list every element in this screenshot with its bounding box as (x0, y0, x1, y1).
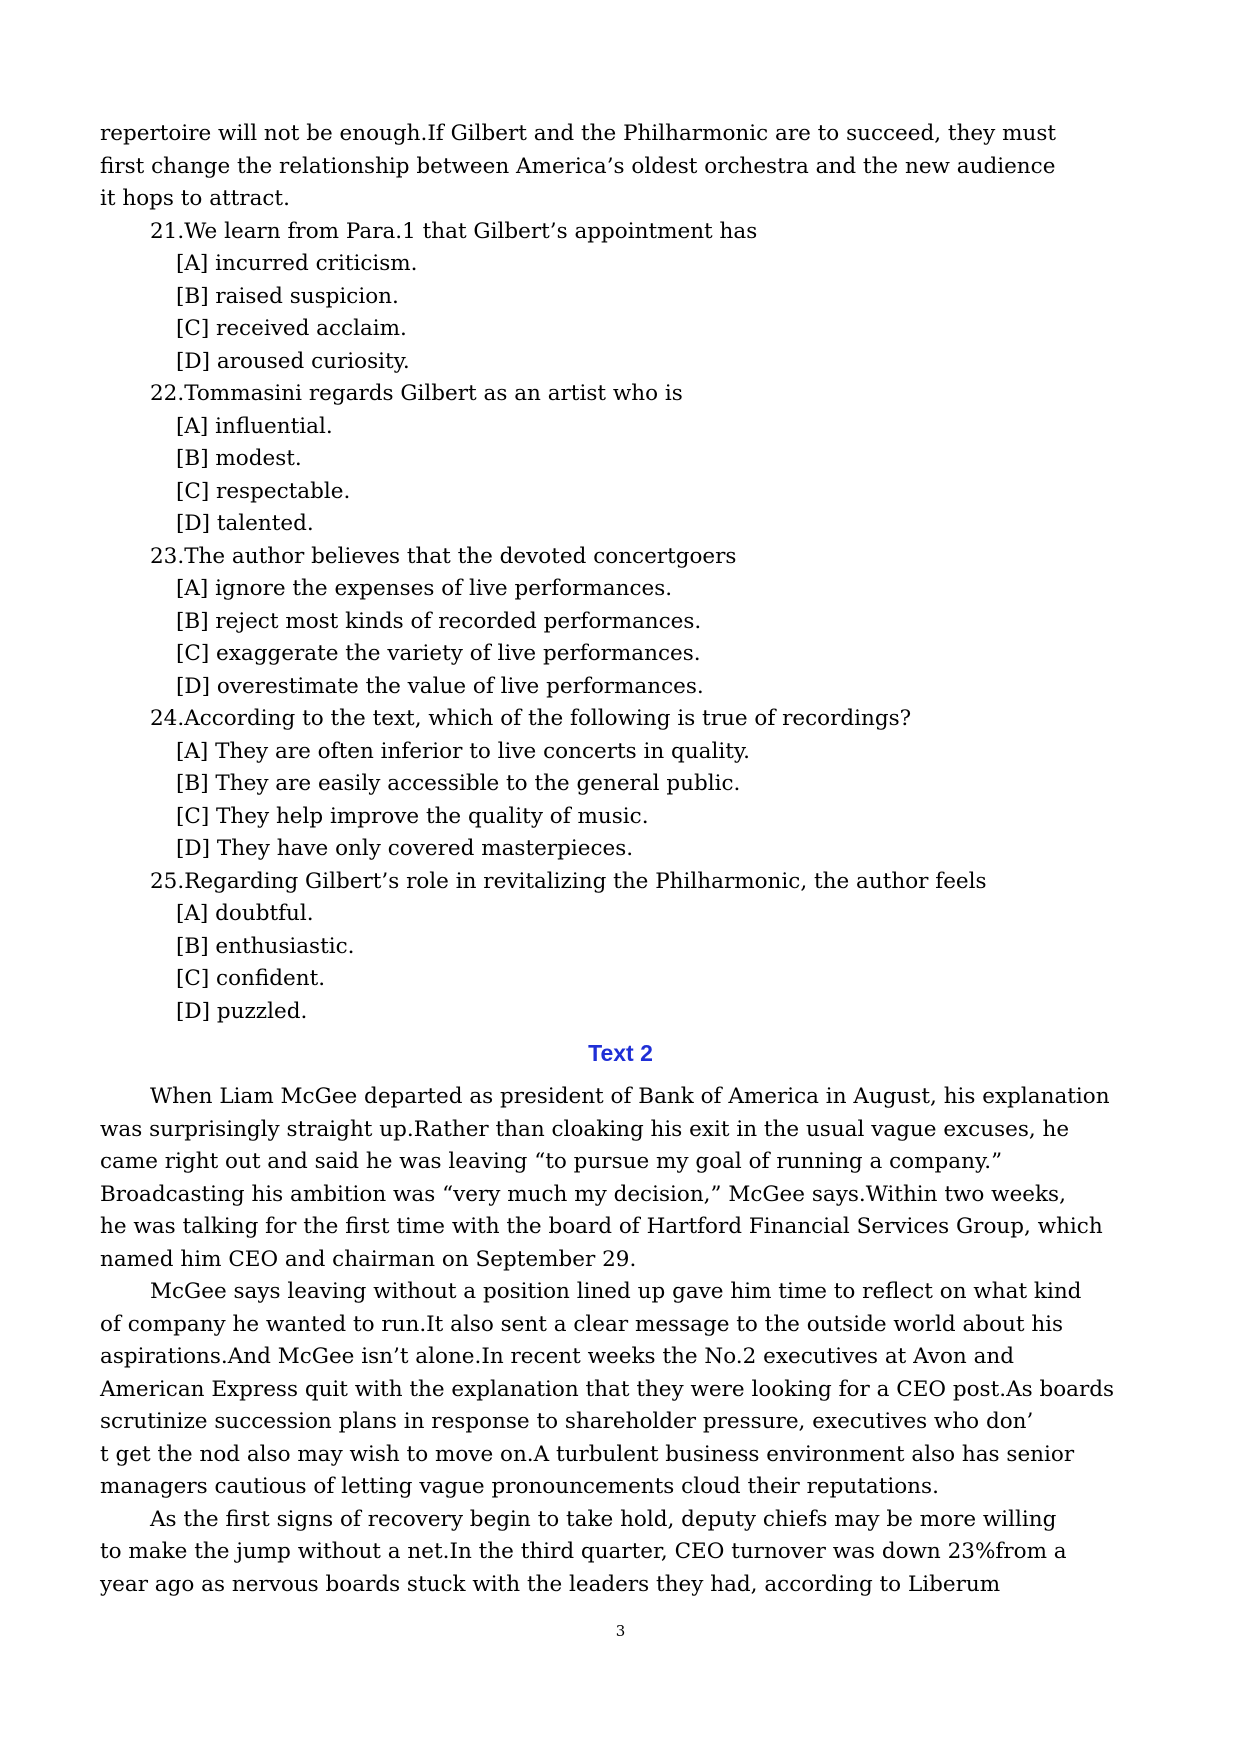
option-a: [A] incurred criticism. (176, 251, 418, 276)
option-a: [A] They are often inferior to live concerts in quality. (176, 738, 751, 764)
option-b: [B] raised suspicion. (176, 283, 399, 309)
question-stem: 21.We learn from Para.1 that Gilbert’s appointment has (150, 218, 758, 244)
text-line: to make the jump without a net.In the third quarter, CEO turnover was down 23%from a (100, 1539, 1067, 1564)
text-line: Broadcasting his ambition was “very much my decision,” McGee says.Within two weeks, (100, 1181, 1066, 1207)
option-c: [C] exaggerate the variety of live performances. (176, 641, 701, 666)
question-23 (100, 541, 1200, 704)
option-c: [C] confident. (176, 966, 326, 991)
option-b: [B] enthusiastic. (176, 933, 355, 959)
option-d: [D] They have only covered masterpieces. (176, 836, 634, 861)
text-line: was surprisingly straight up.Rather than cloaking his exit in the usual vague excuses, he (100, 1116, 1070, 1142)
text-line: named him CEO and chairman on September 29. (100, 1246, 637, 1272)
section-heading: Text 2 (588, 1040, 653, 1066)
option-b: [B] modest. (176, 446, 302, 471)
text-line: When Liam McGee departed as president of Bank of America in August, his explanation (150, 1084, 1110, 1109)
text-line: As the first signs of recovery begin to take hold, deputy chiefs may be more willing (150, 1506, 1057, 1532)
option-d: [D] overestimate the value of live performances. (176, 673, 704, 699)
text-line: American Express quit with the explanation that they were looking for a CEO post.As boards (100, 1376, 1115, 1402)
paragraph-3 (100, 1504, 1200, 1602)
intro-text (100, 118, 1200, 216)
question-stem: 22.Tommasini regards Gilbert as an artist who is (150, 381, 683, 406)
question-stem: 25.Regarding Gilbert’s role in revitalizing the Philharmonic, the author feels (150, 868, 987, 894)
question-24 (100, 703, 1200, 866)
option-a: [A] ignore the expenses of live performances. (176, 576, 673, 601)
text-line: aspirations.And McGee isn’t alone.In recent weeks the No.2 executives at Avon and (100, 1344, 1014, 1369)
text-line: scrutinize succession plans in response to shareholder pressure, executives who don’ (100, 1409, 1034, 1434)
option-c: [C] They help improve the quality of music. (176, 803, 649, 829)
text-line: came right out and said he was leaving “to pursue my goal of running a company.” (100, 1149, 1003, 1174)
text-line: first change the relationship between America’s oldest orchestra and the new audience (100, 153, 1056, 179)
text-line: repertoire will not be enough.If Gilbert and the Philharmonic are to succeed, they must (100, 121, 1057, 146)
page-number: 3 (615, 1622, 626, 1640)
option-b: [B] reject most kinds of recorded performances. (176, 608, 702, 634)
question-22 (100, 378, 1200, 541)
option-a: [A] doubtful. (176, 901, 314, 926)
option-a: [A] influential. (176, 413, 333, 439)
option-c: [C] respectable. (176, 478, 351, 504)
question-stem: 23.The author believes that the devoted concertgoers (150, 543, 737, 569)
option-c: [C] received acclaim. (176, 316, 407, 341)
text-line: year ago as nervous boards stuck with the leaders they had, according to Liberum (100, 1571, 1001, 1597)
option-b: [B] They are easily accessible to the general public. (176, 771, 741, 796)
option-d: [D] talented. (176, 511, 314, 536)
text-line: of company he wanted to run.It also sent a clear message to the outside world about his (100, 1311, 1064, 1337)
text-line: managers cautious of letting vague pronouncements cloud their reputations. (100, 1474, 939, 1499)
paragraph-1 (100, 1081, 1200, 1276)
question-stem: 24.According to the text, which of the following is true of recordings? (150, 706, 912, 731)
option-d: [D] aroused curiosity. (176, 348, 410, 374)
question-25 (100, 866, 1200, 1029)
text-line: t get the nod also may wish to move on.A turbulent business environment also has senior (100, 1441, 1075, 1467)
option-d: [D] puzzled. (176, 998, 308, 1024)
text-line: he was talking for the first time with the board of Hartford Financial Services Group, which (100, 1214, 1103, 1239)
paragraph-2 (100, 1276, 1200, 1504)
question-21 (100, 216, 1200, 379)
text-line: it hops to attract. (100, 186, 290, 211)
text-line: McGee says leaving without a position lined up gave him time to reflect on what kind (150, 1279, 1082, 1304)
document-page (100, 118, 1200, 1601)
